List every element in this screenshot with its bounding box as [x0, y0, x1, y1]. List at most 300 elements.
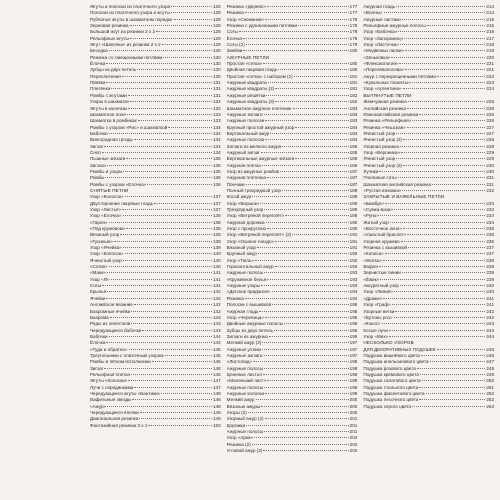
page-number: 142: [213, 289, 221, 295]
dot-leader: [282, 190, 349, 191]
dot-leader: [392, 304, 486, 305]
dot-leader: [128, 380, 212, 381]
dot-leader: [243, 38, 349, 39]
toc-column-1: [90, 4, 221, 496]
dot-leader: [421, 355, 485, 356]
entry-title: Узор «Запорожец»: [363, 35, 404, 41]
dot-leader: [398, 177, 486, 178]
page-number: 216: [486, 29, 495, 35]
dot-leader: [403, 165, 485, 166]
page-number: 229: [486, 156, 495, 162]
entry-title: Рельефные ажурные полосы: [363, 23, 426, 29]
entry-title: Ажурные полосы: [226, 365, 264, 371]
page-number: 201: [349, 416, 358, 422]
entry-title: Ёлочка: [90, 340, 106, 346]
dot-leader: [266, 95, 348, 96]
entry-title: «Бутоны роз»: [363, 314, 393, 320]
page-number: 185: [349, 143, 358, 149]
dot-leader: [280, 171, 348, 172]
page-number: 182: [349, 92, 358, 98]
entry-title: Длинные листья: [226, 371, 262, 377]
dot-leader: [123, 260, 212, 261]
dot-leader: [262, 165, 349, 166]
entry-title: Резинка «Чешская»: [363, 124, 406, 130]
dot-leader: [107, 291, 212, 292]
page-number: 191: [349, 245, 358, 251]
page-number: 196: [349, 333, 358, 339]
entry-title: Вязаный узор: [90, 232, 120, 238]
entry-title: Чередующиеся жгуты «Бантики»: [90, 390, 161, 396]
dot-leader: [140, 412, 212, 413]
entry-title: Узор «Елочка»: [90, 213, 122, 219]
dot-leader: [129, 349, 212, 350]
page-number: 199: [349, 384, 358, 390]
entry-title: Узор «Вероника»: [363, 149, 401, 155]
dot-leader: [380, 215, 485, 216]
dot-leader: [134, 304, 212, 305]
page-number: 131: [213, 80, 221, 86]
dot-leader: [268, 82, 348, 83]
page-number: 135: [213, 168, 221, 174]
page-number: 149: [213, 410, 221, 415]
page-number: 195: [349, 308, 358, 314]
dot-leader: [417, 368, 486, 369]
entry-title: Ажурные квадраты (2): [226, 86, 275, 92]
entry-title: Ромбы с узором «Рис» и шахматкой: [90, 124, 168, 130]
entry-title: Чередующиеся бабочки: [90, 327, 142, 333]
page-number: 231: [486, 181, 495, 187]
page-number: 137: [213, 200, 221, 206]
page-number: 228: [486, 143, 495, 149]
entry-title: Ромбы и узоры: [90, 168, 123, 174]
entry-title: Ёлочка: [226, 35, 242, 41]
dot-leader: [419, 399, 485, 400]
dot-leader: [105, 177, 212, 178]
dot-leader: [156, 31, 212, 32]
entry-title: Ажурная плетенка: [226, 175, 266, 181]
entry-title: Ажурная дорожка: [226, 219, 265, 225]
entry-title: Английское вязание: [90, 302, 133, 308]
dot-leader: [263, 450, 348, 451]
page-number: 200: [349, 410, 358, 415]
dot-leader: [389, 330, 485, 331]
dot-leader: [248, 412, 349, 413]
entry-title: «Флексиология»: [363, 61, 399, 67]
entry-title: Ажурная гладь: [226, 308, 259, 314]
page-number: 232: [486, 187, 495, 193]
dot-leader: [259, 311, 348, 312]
dot-leader: [137, 69, 212, 70]
entry-title: Ячеистый узор: [363, 130, 396, 136]
page-number: 182: [349, 99, 358, 105]
dot-leader: [396, 6, 485, 7]
dot-leader: [426, 393, 486, 394]
entry-title: Ажурные зигзаги: [226, 111, 263, 117]
page-number: 186: [349, 156, 358, 162]
entry-title: Узорные ветки: [363, 308, 395, 314]
page-number: 128: [213, 29, 221, 35]
page-number: 195: [349, 302, 358, 308]
dot-leader: [165, 355, 212, 356]
dot-leader: [243, 50, 348, 51]
page-number: 202: [349, 435, 358, 441]
page-number: 131: [213, 86, 221, 92]
entry-title: Шахматное ажурное плетение: [226, 105, 292, 111]
page-number: 247: [486, 359, 495, 365]
dot-leader: [405, 69, 485, 70]
dot-leader: [402, 272, 486, 273]
dot-leader: [125, 253, 212, 254]
dot-leader: [407, 127, 486, 128]
dot-leader: [394, 209, 485, 210]
page-number: 192: [349, 251, 358, 257]
page-number: 242: [486, 308, 495, 314]
entry-title: Узор «Ветряной переплёт» (2): [226, 232, 292, 238]
dot-leader: [390, 222, 486, 223]
page-number: 130: [213, 54, 221, 60]
page-number: 128: [213, 16, 221, 22]
entry-title: Зернистые линии: [363, 270, 401, 276]
dot-leader: [408, 101, 486, 102]
entry-title: Простая «сетка»: [226, 61, 263, 67]
dot-leader: [405, 50, 485, 51]
dot-leader: [147, 184, 212, 185]
dot-leader: [420, 374, 485, 375]
entry-title: Мелкий ажур (2): [226, 340, 262, 346]
page-number: 128: [213, 23, 221, 29]
dot-leader: [422, 380, 486, 381]
page-number: 240: [486, 289, 495, 295]
entry-title: Узор «Ветряной переплёт»: [226, 213, 285, 219]
entry-title: «Руно»: [363, 213, 379, 219]
entry-title: Рельефная плетка: [90, 371, 130, 377]
entry-title: «Ёжик»: [363, 276, 380, 282]
page-number: 194: [349, 289, 358, 295]
page-number: 140: [213, 264, 221, 270]
dot-leader: [403, 139, 485, 140]
page-number: 135: [213, 156, 221, 162]
page-number: 138: [213, 226, 221, 232]
entry-title: Чередующиеся ёлочки: [90, 410, 139, 415]
page-number: 243: [486, 321, 495, 327]
dot-leader: [262, 342, 348, 343]
entry-title: Узор «Ячейка»: [90, 245, 122, 251]
dot-leader: [134, 139, 212, 140]
entry-title: Узор «Граф»: [363, 302, 391, 308]
dot-leader: [138, 120, 212, 121]
page-number: 134: [213, 130, 221, 136]
dot-leader: [131, 311, 212, 312]
entry-title: Вязаные ажуры: [226, 403, 261, 409]
dot-leader: [163, 57, 212, 58]
entry-title: Ажурные квадраты (3): [226, 99, 275, 105]
entry-title: Подушка вишнёвого цвета: [363, 352, 420, 358]
page-number: 226: [486, 111, 495, 117]
dot-leader: [401, 241, 486, 242]
dot-leader: [285, 215, 348, 216]
entry-title: Соты: [226, 29, 238, 35]
page-number: 234: [486, 219, 495, 225]
entry-title: Узор «Тюль»: [226, 257, 254, 263]
entry-title: Ряды из лепестков: [90, 321, 131, 327]
entry-title: Жгуты и полоски из платочного узора: [90, 4, 171, 9]
dot-leader: [384, 12, 486, 13]
page-number: 147: [213, 378, 221, 384]
entry-title: «Колеса»: [363, 251, 384, 257]
section-title: ВЫТЯНУТЫЕ ПЕТЛИ: [363, 92, 412, 98]
entry-title: Ажурные полосы: [226, 270, 264, 276]
entry-title: Зубцы из двух петель: [90, 67, 137, 73]
page-number: 199: [349, 390, 358, 396]
dot-leader: [106, 342, 212, 343]
dot-leader: [401, 152, 485, 153]
entry-title: Ажурные уголки: [226, 346, 261, 352]
dot-leader: [391, 57, 485, 58]
page-number: 126: [213, 4, 221, 9]
entry-title: Рубчатые жгуты в шахматном порядке: [90, 16, 173, 22]
page-number: 243: [486, 327, 495, 333]
dot-leader: [265, 120, 348, 121]
entry-title: «Ажур»: [90, 403, 107, 409]
entry-title: Зигзаг: [90, 365, 104, 371]
dot-leader: [293, 108, 349, 109]
page-number: 197: [349, 352, 358, 358]
page-number: 233: [486, 207, 495, 212]
entry-title: Узор «Аргентина»: [363, 86, 402, 92]
page-number: 184: [349, 130, 358, 136]
dot-leader: [131, 374, 212, 375]
entry-title: Большой жгут из резинки 2 х 2: [90, 29, 156, 35]
entry-title: Ажурные колоски: [226, 390, 265, 396]
dot-leader: [263, 374, 349, 375]
page-number: 187: [349, 181, 358, 187]
dot-leader: [261, 152, 349, 153]
page-number: 196: [349, 321, 358, 327]
entry-title: Двусторонние лицевые гладь: [90, 200, 154, 206]
page-number: 230: [486, 162, 495, 168]
page-number: 222: [486, 73, 495, 79]
page-number: 133: [213, 118, 221, 124]
dot-leader: [127, 114, 212, 115]
dot-leader: [262, 349, 349, 350]
page-number: 238: [486, 257, 495, 263]
dot-leader: [254, 437, 349, 438]
entry-title: Ажурный зигзаг: [226, 149, 260, 155]
page-number: 235: [486, 226, 495, 232]
page-number: 241: [486, 302, 495, 308]
page-number: 198: [349, 359, 358, 365]
page-number: 196: [349, 327, 358, 333]
page-number: 252: [486, 397, 495, 403]
dot-leader: [261, 406, 348, 407]
page-number: 193: [349, 276, 358, 282]
entry-title: «Туда и обратно»: [90, 346, 128, 352]
entry-title: Ромбы с жгутами: [90, 92, 127, 98]
dot-leader: [294, 76, 349, 77]
entry-title: Рельефные жгуты: [90, 35, 129, 41]
entry-title: Подушка песочного цвета: [363, 397, 419, 403]
dot-leader: [107, 165, 212, 166]
entry-title: Жгуты «Колоски»: [90, 378, 128, 384]
entry-title: «Листопад»: [226, 359, 252, 365]
page-number: 132: [213, 99, 221, 105]
entry-title: Подушка серого цвета: [363, 403, 412, 409]
entry-title: Резинка с удлиненными петлями: [226, 23, 298, 29]
page-number: 147: [213, 384, 221, 390]
page-number: 141: [213, 276, 221, 282]
entry-title: Ромбы в лёгком исполнении: [90, 359, 151, 365]
page-number: 190: [349, 219, 358, 225]
entry-title: Узор «Колосок»: [90, 194, 124, 200]
dot-leader: [255, 260, 349, 261]
page-number: 179: [349, 35, 358, 41]
dot-leader: [106, 63, 212, 64]
dot-leader: [120, 234, 212, 235]
dot-leader: [400, 146, 485, 147]
entry-title: Двойная лицевая гладь: [226, 67, 278, 73]
dot-leader: [270, 279, 349, 280]
dot-leader: [126, 158, 212, 159]
page-number: 180: [349, 48, 358, 54]
dot-leader: [399, 63, 485, 64]
page-number: 144: [213, 333, 221, 339]
dot-leader: [162, 44, 212, 45]
entry-title: Полоски с вышивкой: [226, 302, 272, 308]
dot-leader: [109, 50, 212, 51]
dot-leader: [264, 114, 349, 115]
entry-title: «Маки»: [90, 270, 107, 276]
entry-title: Трехрядный узор: [226, 207, 264, 212]
page-number: 239: [486, 276, 495, 282]
page-number: 131: [213, 92, 221, 98]
page-number: 145: [213, 346, 221, 352]
entry-title: Узор «Снежинки»: [226, 16, 264, 22]
entry-title: «Жатка»: [363, 257, 382, 263]
dot-leader: [171, 6, 212, 7]
dot-leader: [122, 76, 212, 77]
dot-leader: [298, 25, 349, 26]
entry-title: Двойные ажурные полосы: [226, 321, 283, 327]
dot-leader: [275, 88, 348, 89]
page-number: 228: [486, 137, 495, 143]
dot-leader: [408, 247, 485, 248]
entry-title: Резинка (2): [226, 441, 251, 447]
dot-leader: [412, 82, 486, 83]
page-number: 246: [486, 352, 495, 358]
page-number: 139: [213, 245, 221, 251]
dot-leader: [109, 266, 212, 267]
dot-leader: [265, 393, 349, 394]
entry-title: Бабочки: [90, 333, 108, 339]
page-number: 236: [486, 232, 495, 238]
dot-leader: [269, 336, 348, 337]
page-number: 191: [349, 238, 358, 244]
entry-title: Резинка с вышивкой: [363, 245, 407, 251]
page-number: 248: [486, 365, 495, 371]
page-number: 130: [213, 48, 221, 54]
section-title: НЕСКОЛЬКО УЗОРОВ: [363, 340, 414, 346]
dot-leader: [404, 38, 485, 39]
entry-title: Треугольники с платочным узором: [90, 352, 164, 358]
page-number: 225: [486, 99, 495, 105]
entry-title: Вафли: [363, 264, 378, 270]
page-number: 188: [349, 194, 358, 200]
dot-leader: [258, 253, 349, 254]
page-number: 148: [213, 403, 221, 409]
entry-title: Ажурные полоски: [226, 137, 265, 143]
entry-title: Шахматное поле: [90, 111, 126, 117]
entry-title: Узор из ажурных ромбов: [226, 168, 280, 174]
entry-title: Диагональная резинка: [90, 416, 139, 422]
entry-title: «Волны»: [363, 10, 383, 16]
dot-leader: [130, 38, 212, 39]
dot-leader: [403, 88, 486, 89]
page-number: 234: [486, 213, 495, 219]
entry-title: Резинка: [226, 295, 244, 301]
page-number: 237: [486, 251, 495, 257]
entry-title: Узорное кружево: [363, 238, 400, 244]
dot-leader: [437, 76, 485, 77]
page-number: 189: [349, 207, 358, 212]
entry-title: Зигзаги: [90, 162, 106, 168]
dot-leader: [385, 203, 485, 204]
entry-title: «Ушастый браслет»: [363, 232, 407, 238]
dot-leader: [128, 108, 212, 109]
page-number: 184: [349, 137, 358, 143]
entry-title: «Медвежьи лапки»: [363, 48, 404, 54]
entry-title: Ажурные квадраты: [226, 80, 268, 86]
page-number: 194: [349, 295, 358, 301]
entry-title: Ажурные полосы: [226, 384, 264, 390]
entry-title: Фантазийная резинка 3 х 1: [90, 422, 148, 428]
page-number: 184: [349, 124, 358, 130]
page-number: 239: [486, 270, 495, 276]
entry-title: Полный трехрядный узор: [226, 187, 282, 193]
dot-leader: [430, 361, 486, 362]
dot-leader: [264, 209, 348, 210]
dot-leader: [432, 184, 485, 185]
dot-leader: [275, 101, 348, 102]
dot-leader: [402, 19, 486, 20]
page-number: 220: [486, 54, 495, 60]
page-number: 191: [349, 232, 358, 238]
dot-leader: [171, 12, 212, 13]
section-title: ДЛЯ ДЕКОРАТИВНЫХ ПОДУШЕК: [363, 346, 436, 352]
entry-title: Пиявка: [90, 80, 106, 86]
dot-leader: [295, 127, 348, 128]
entry-title: Сноп: [90, 149, 101, 155]
page-number: 215: [486, 16, 495, 22]
dot-leader: [400, 44, 485, 45]
dot-leader: [400, 285, 485, 286]
dot-leader: [104, 146, 212, 147]
page-number: 183: [349, 111, 358, 117]
dot-leader: [419, 387, 485, 388]
page-number: 178: [349, 16, 358, 22]
page-number: 138: [213, 219, 221, 225]
entry-title: Косой ажур: [226, 194, 252, 200]
entry-title: Пончики: [226, 181, 245, 187]
entry-title: Узор «Вершок»: [226, 200, 260, 206]
entry-title: Пчелиные соты: [363, 175, 397, 181]
entry-title: Английская резинка: [363, 105, 406, 111]
page-number: 201: [349, 429, 358, 435]
toc-entry: [227, 448, 358, 454]
page-number: 148: [213, 390, 221, 396]
page-number: 143: [213, 327, 221, 333]
entry-title: Узор «Арки»: [226, 435, 254, 441]
page-number: 214: [486, 10, 495, 16]
